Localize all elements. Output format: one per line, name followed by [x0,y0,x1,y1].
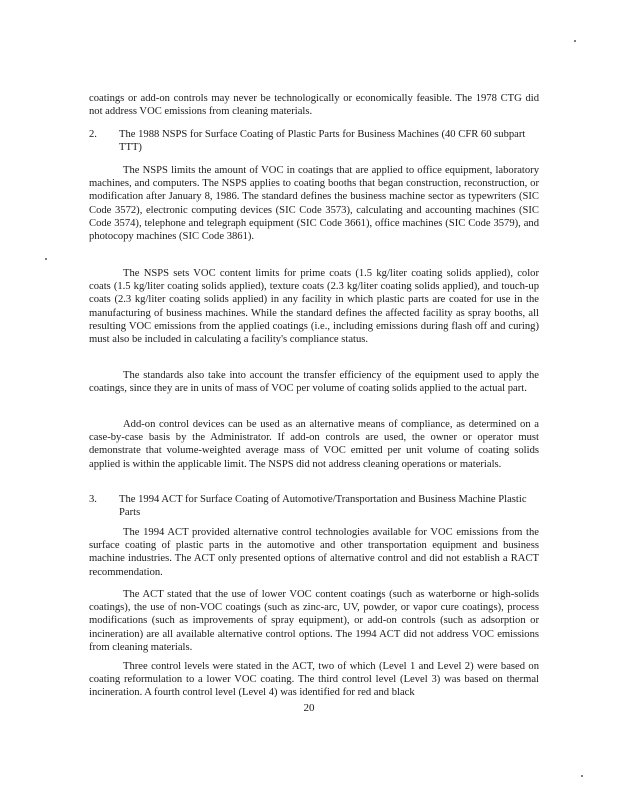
paragraph-text: The ACT stated that the use of lower VOC content coatings (such as waterborne or high-solids coatings), the use of non-VOC coatings (such as zinc-arc, UV, powder, or vapor cure coatings), process modifications (such as improvements of spray equipment), or add-on controls (such as adsorption or incineration) are all available alternative control options. The 1994 ACT did not address VOC emissions from cleaning materials. [89,589,539,653]
paragraph-continuation [89,92,539,118]
paragraph-nsps-limits [89,164,539,243]
paragraph-transfer-efficiency [89,369,539,395]
paragraph-text: Add-on control devices can be used as an alternative means of compliance, as determined on a case-by-case basis by the Administrator. If add-on controls are used, the owner or operator must demonstrate that volume-weighted average mass of VOC emitted per unit volume of coating solids applied is within the applicable limit. The NSPS did not address cleaning operations or materials. [89,419,539,470]
paragraph-nsps-content-limits [89,267,539,346]
section-heading-3 [89,493,539,519]
section-title: The 1994 ACT for Surface Coating of Automotive/Transportation and Business Machine Plastic Parts [119,494,527,519]
section-title: The 1988 NSPS for Surface Coating of Plastic Parts for Business Machines (40 CFR 60 subpart TTT) [119,129,526,154]
scan-speck [581,775,583,777]
scan-speck [45,258,47,260]
section-number: 3. [89,494,97,505]
paragraph-text: The standards also take into account the transfer efficiency of the equipment used to apply the coatings, since they are in units of mass of VOC per volume of coating solids applied to the actual part. [89,370,539,395]
paragraph-act-overview [89,526,539,579]
paragraph-text: The NSPS limits the amount of VOC in coatings that are applied to office equipment, laboratory machines, and computers. The NSPS applies to coating booths that began construction, reconstruction, or modification after January 8, 1986. The standard defines the business machine sector as typewriters (SIC Code 3572), electronic computing devices (SIC Code 3573), calculating and accounting machines (SIC Code 3574), telephone and telegraph equipment (SIC Code 3661), office machines (SIC Code 3579), and photocopy machines (SIC Code 3861). [89,165,539,243]
page-number: 20 [303,702,315,714]
paragraph-text: Three control levels were stated in the ACT, two of which (Level 1 and Level 2) were based on coating reformulation to a lower VOC coating. The third control level (Level 3) was based on thermal incineration. A fourth control level (Level 4) was identified for red and black [89,661,539,699]
scan-speck [574,40,576,42]
paragraph-act-options [89,588,539,654]
section-heading-2 [89,128,539,154]
section-number: 2. [89,129,97,140]
paragraph-control-levels [89,660,539,700]
paragraph-text: The 1994 ACT provided alternative control technologies available for VOC emissions from the surface coating of plastic parts in the automotive and other transportation equipment and business machine industries. The ACT only presented options of alternative control and did not establish a RACT recommendation. [89,527,539,578]
paragraph-add-on-control [89,418,539,471]
paragraph-text: coatings or add-on controls may never be technologically or economically feasible. The 1978 CTG did not address VOC emissions from cleaning materials. [89,93,539,118]
paragraph-text: The NSPS sets VOC content limits for prime coats (1.5 kg/liter coating solids applied), color coats (1.5 kg/liter coating solids applied), texture coats (2.3 kg/liter coating solids applied), and touch-up coats (2.3 kg/liter coating solids applied) in any facility in which plastic parts are coated for use in the manufacturing of business machines. While the standard defines the affected facility as spray booths, all resulting VOC emissions from the applied coatings (i.e., including emissions during flash off and curing) must also be included in calculating a facility's compliance status. [89,268,539,346]
